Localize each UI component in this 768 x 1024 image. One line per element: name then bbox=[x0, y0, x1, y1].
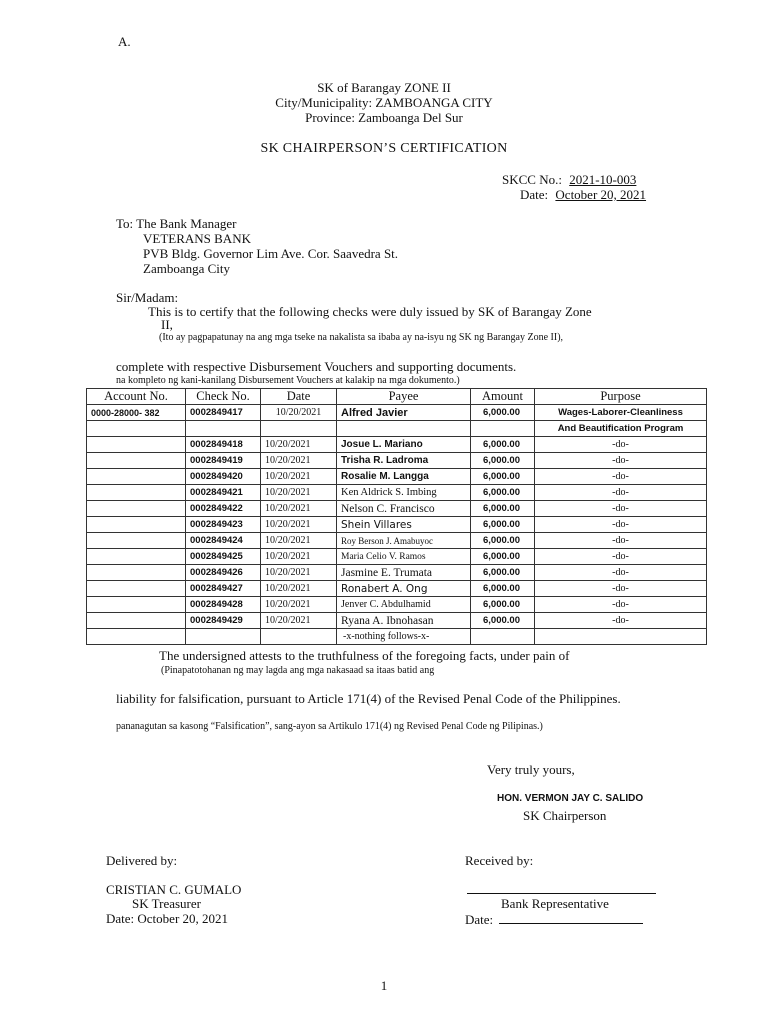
cell-purpose: And Beautification Program bbox=[535, 421, 707, 437]
header-city: City/Municipality: ZAMBOANGA CITY bbox=[275, 95, 493, 110]
col-date: Date bbox=[261, 389, 337, 405]
cell-amount: 6,000.00 bbox=[471, 485, 535, 501]
cell-payee bbox=[337, 421, 471, 437]
cell-payee: Ken Aldrick S. Imbing bbox=[337, 485, 471, 501]
cell-check: 0002849423 bbox=[186, 517, 261, 533]
cell-date: 10/20/2021 bbox=[261, 485, 337, 501]
cell-account bbox=[87, 549, 186, 565]
delivered-date: Date: October 20, 2021 bbox=[106, 911, 229, 926]
cell-date: 10/20/2021 bbox=[261, 437, 337, 453]
skcc-label: SKCC No.: bbox=[502, 172, 562, 187]
document-title: SK CHAIRPERSON’S CERTIFICATION bbox=[260, 141, 508, 156]
cell-date: 10/20/2021 bbox=[261, 549, 337, 565]
table-header-row bbox=[87, 389, 707, 405]
very-truly-yours: Very truly yours, bbox=[487, 762, 575, 777]
cell-account: 0000-28000- 382 bbox=[87, 405, 186, 421]
cell-purpose: -do- bbox=[535, 469, 707, 485]
cell-amount: 6,000.00 bbox=[471, 565, 535, 581]
cell-account bbox=[87, 581, 186, 597]
address-city: Zamboanga City bbox=[143, 261, 231, 276]
certification-tagalog: (Ito ay pagpapatunay na ang mga tseke na nakalista sa ibaba ay na-isyu ng SK ng Barangay Zone II), bbox=[159, 332, 564, 343]
cell-purpose: -do- bbox=[535, 613, 707, 629]
cell-amount: 6,000.00 bbox=[471, 453, 535, 469]
cell-account bbox=[87, 597, 186, 613]
cell-payee: Nelson C. Francisco bbox=[337, 501, 471, 517]
cell-payee: Maria Celio V. Ramos bbox=[337, 549, 471, 565]
cell-purpose: -do- bbox=[535, 533, 707, 549]
cell-check: 0002849427 bbox=[186, 581, 261, 597]
address-to: To: The Bank Manager bbox=[116, 216, 237, 231]
page-marker: A. bbox=[118, 34, 131, 49]
cell-payee: Shein Villares bbox=[337, 517, 471, 533]
certification-line-1: This is to certify that the following checks were duly issued by SK of Barangay Zone bbox=[148, 304, 592, 319]
cell-date: 10/20/2021 bbox=[261, 565, 337, 581]
cell-purpose: -do- bbox=[535, 485, 707, 501]
cell-check: 0002849418 bbox=[186, 437, 261, 453]
table-row bbox=[87, 485, 707, 501]
cell-purpose bbox=[535, 629, 707, 645]
cell-date: 10/20/2021 bbox=[261, 501, 337, 517]
skcc-value: 2021-10-003 bbox=[569, 172, 637, 187]
col-payee: Payee bbox=[337, 389, 471, 405]
attest-line-2: liability for falsification, pursuant to Article 171(4) of the Revised Penal Code of the Philippines. bbox=[116, 691, 621, 706]
cell-account bbox=[87, 517, 186, 533]
bank-representative: Bank Representative bbox=[501, 896, 609, 911]
certification-line-2: II, bbox=[161, 317, 173, 332]
cell-check: 0002849419 bbox=[186, 453, 261, 469]
cell-payee: Roy Berson J. Amabuyoc bbox=[337, 533, 471, 549]
cell-purpose: -do- bbox=[535, 501, 707, 517]
header-org: SK of Barangay ZONE II bbox=[317, 80, 451, 95]
table-row bbox=[87, 613, 707, 629]
cell-payee: Jasmine E. Trumata bbox=[337, 565, 471, 581]
attest-line-1: The undersigned attests to the truthfulness of the foregoing facts, under pain of bbox=[159, 648, 570, 663]
cell-purpose: -do- bbox=[535, 581, 707, 597]
cell-amount: 6,000.00 bbox=[471, 597, 535, 613]
cell-date: 10/20/2021 bbox=[261, 469, 337, 485]
supporting-docs: complete with respective Disbursement Vouchers and supporting documents. bbox=[116, 359, 517, 374]
table-row bbox=[87, 501, 707, 517]
received-date-label: Date: bbox=[465, 912, 494, 927]
skcc-number bbox=[502, 172, 636, 188]
received-date-line bbox=[499, 911, 643, 924]
table-row bbox=[87, 581, 707, 597]
cell-account bbox=[87, 437, 186, 453]
cell-purpose: -do- bbox=[535, 597, 707, 613]
treasurer-position: SK Treasurer bbox=[132, 896, 201, 911]
cell-date bbox=[261, 629, 337, 645]
cell-amount: 6,000.00 bbox=[471, 469, 535, 485]
cell-amount bbox=[471, 629, 535, 645]
cell-payee: Rosalie M. Langga bbox=[337, 469, 471, 485]
supporting-docs-tagalog: na kompleto ng kani-kanilang Disbursement Vouchers at kalakip na mga dokumento.) bbox=[116, 375, 460, 386]
salutation: Sir/Madam: bbox=[116, 290, 179, 305]
cell-amount: 6,000.00 bbox=[471, 405, 535, 421]
received-by-label: Received by: bbox=[465, 853, 534, 868]
cell-purpose: -do- bbox=[535, 565, 707, 581]
col-account-no: Account No. bbox=[87, 389, 186, 405]
cell-check: 0002849422 bbox=[186, 501, 261, 517]
cell-purpose: -do- bbox=[535, 549, 707, 565]
cell-account bbox=[87, 469, 186, 485]
cell-date: 10/20/2021 bbox=[261, 533, 337, 549]
cell-date: 10/20/2021 bbox=[261, 613, 337, 629]
date-label: Date: bbox=[520, 187, 549, 202]
cell-check: 0002849420 bbox=[186, 469, 261, 485]
cell-amount: 6,000.00 bbox=[471, 613, 535, 629]
cell-payee: Jenver C. Abdulhamid bbox=[337, 597, 471, 613]
cell-check: 0002849417 bbox=[186, 405, 261, 421]
treasurer-name: CRISTIAN C. GUMALO bbox=[106, 882, 242, 897]
cell-payee: Ryana A. Ibnohasan bbox=[337, 613, 471, 629]
checks-table bbox=[86, 388, 707, 645]
table-row bbox=[87, 533, 707, 549]
cell-account bbox=[87, 421, 186, 437]
cell-amount: 6,000.00 bbox=[471, 517, 535, 533]
table-row bbox=[87, 453, 707, 469]
cell-account bbox=[87, 501, 186, 517]
table-row bbox=[87, 517, 707, 533]
cell-account bbox=[87, 629, 186, 645]
col-purpose: Purpose bbox=[535, 389, 707, 405]
delivered-by-label: Delivered by: bbox=[106, 853, 178, 868]
received-signature-line bbox=[467, 879, 656, 894]
cell-check bbox=[186, 421, 261, 437]
table-row bbox=[87, 629, 707, 645]
table-row bbox=[87, 437, 707, 453]
table-row bbox=[87, 597, 707, 613]
table-row bbox=[87, 469, 707, 485]
cell-amount: 6,000.00 bbox=[471, 581, 535, 597]
cell-amount: 6,000.00 bbox=[471, 549, 535, 565]
address-street: PVB Bldg. Governor Lim Ave. Cor. Saavedra St. bbox=[143, 246, 399, 261]
table-row bbox=[87, 565, 707, 581]
document-date bbox=[520, 187, 646, 203]
table-row bbox=[87, 405, 707, 421]
cell-payee: Josue L. Mariano bbox=[337, 437, 471, 453]
cell-payee: Alfred Javier bbox=[337, 405, 471, 421]
cell-date: 10/20/2021 bbox=[261, 597, 337, 613]
page-number: 1 bbox=[380, 978, 388, 993]
cell-check: 0002849428 bbox=[186, 597, 261, 613]
cell-amount bbox=[471, 421, 535, 437]
cell-date: 10/20/2021 bbox=[261, 517, 337, 533]
cell-date: 10/20/2021 bbox=[261, 581, 337, 597]
table-row bbox=[87, 421, 707, 437]
attest-tagalog-2: pananagutan sa kasong “Falsification”, sang-ayon sa Artikulo 171(4) ng Revised Penal Code ng Pilipinas.) bbox=[116, 721, 543, 732]
chairperson-name: HON. VERMON JAY C. SALIDO bbox=[497, 793, 644, 804]
cell-nothing-follows: -x-nothing follows-x- bbox=[337, 629, 471, 645]
col-amount: Amount bbox=[471, 389, 535, 405]
attest-tagalog-1: (Pinapatotohanan ng may lagda ang mga nakasaad sa itaas batid ang bbox=[161, 665, 435, 676]
cell-amount: 6,000.00 bbox=[471, 501, 535, 517]
cell-account bbox=[87, 453, 186, 469]
cell-purpose: Wages-Laborer-Cleanliness bbox=[535, 405, 707, 421]
date-value: October 20, 2021 bbox=[555, 187, 647, 202]
col-check-no: Check No. bbox=[186, 389, 261, 405]
cell-check: 0002849425 bbox=[186, 549, 261, 565]
cell-date: 10/20/2021 bbox=[261, 405, 337, 421]
cell-check: 0002849429 bbox=[186, 613, 261, 629]
chairperson-position: SK Chairperson bbox=[523, 808, 607, 823]
cell-payee: Ronabert A. Ong bbox=[337, 581, 471, 597]
cell-check bbox=[186, 629, 261, 645]
cell-check: 0002849424 bbox=[186, 533, 261, 549]
cell-account bbox=[87, 533, 186, 549]
cell-amount: 6,000.00 bbox=[471, 533, 535, 549]
cell-date bbox=[261, 421, 337, 437]
cell-check: 0002849426 bbox=[186, 565, 261, 581]
cell-account bbox=[87, 485, 186, 501]
cell-account bbox=[87, 613, 186, 629]
header-province: Province: Zamboanga Del Sur bbox=[305, 110, 463, 125]
cell-purpose: -do- bbox=[535, 437, 707, 453]
address-bank: VETERANS BANK bbox=[143, 231, 251, 246]
cell-payee: Trisha R. Ladroma bbox=[337, 453, 471, 469]
table-row bbox=[87, 549, 707, 565]
cell-account bbox=[87, 565, 186, 581]
cell-check: 0002849421 bbox=[186, 485, 261, 501]
cell-amount: 6,000.00 bbox=[471, 437, 535, 453]
cell-date: 10/20/2021 bbox=[261, 453, 337, 469]
cell-purpose: -do- bbox=[535, 453, 707, 469]
cell-purpose: -do- bbox=[535, 517, 707, 533]
